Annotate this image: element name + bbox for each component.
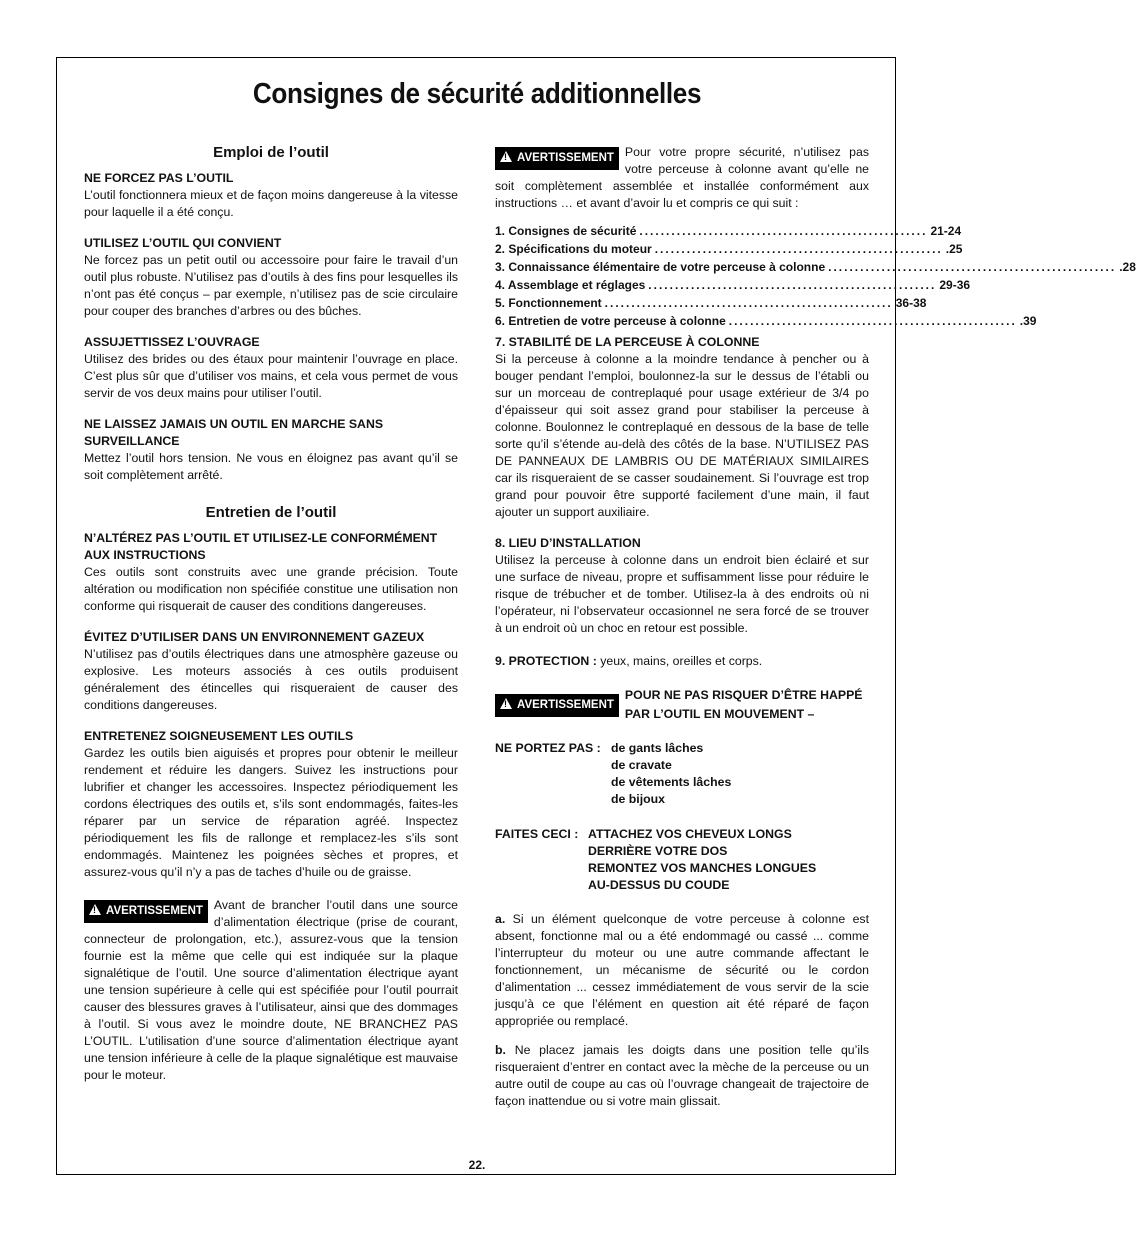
toc-leader: ...................................................... [639,224,928,238]
warning-block-voltage [84,897,458,1084]
warning-triangle-icon [500,151,512,162]
item-body: Si la perceuse à colonne a la moindre tendance à pencher ou à bouger pendant l’emploi, boulonnez-la sur le dessus de l’établi ou sur un morceau de contreplaqué pour usage extérieur de 3/4 po d’épaisseur qui soit assez grand pour stabiliser la perceuse à colonne. Boulonnez le contreplaqué en dessous de la base de telle sorte qu’il s’étende au-delà des côtés de la base. N’UTILISEZ PAS DE PANNEAUX DE LAMBRIS OU DE MATÉRIAUX SIMILAIRES car ils risqueraient de se casser soudainement. Si l’ouvrage est trop grand pour pouvoir être supporté facilement d’une main, il faut ajouter un support auxiliaire. [495,352,869,519]
toc-page: .39 [1019,314,1037,328]
toc-row [495,258,1136,276]
toc-leader: ...................................................... [648,278,937,292]
warning-text: Avant de brancher l’outil dans une source d’alimentation électrique (prise de courant, connecteur de prolongation, etc.), assurez-vous que la tension fournie est la même que celle qui est indiquée sur la plaque signalétique de l’outil. Une source d’alimentation électrique ayant une tension supérieure à celle qui est spécifiée pour l’outil pourrait causer des blessures graves à l’utilisateur, ainsi que des dommages à l’outil. Si vous avez le moindre doute, NE BRANCHEZ PAS L’OUTIL. L’utilisation d’une source d’alimentation électrique ayant une tension inférieure à celle de la plaque signalétique est mauvaise pour le moteur. [84,898,458,1082]
section-title-emploi: Emploi de l’outil [213,144,329,161]
toc-leader: ...................................................... [728,314,1017,328]
warning-badge [84,900,208,923]
toc-label: 4. Assemblage et réglages [495,278,646,292]
list-item: REMONTEZ VOS MANCHES LONGUES [588,861,817,875]
warning-label: AVERTISSEMENT [517,152,614,164]
toc-leader: ...................................................... [654,242,943,256]
left-column [84,138,458,1084]
warning-label: AVERTISSEMENT [517,699,614,711]
warning-triangle-icon [89,904,101,915]
page-number: 22. [468,1158,486,1172]
warning-badge [495,147,619,170]
item-head: 8. LIEU D’INSTALLATION [495,536,641,550]
toc-row [495,294,927,312]
warning-label: AVERTISSEMENT [106,905,203,917]
right-column [495,138,1136,1110]
toc-label: 1. Consignes de sécurité [495,224,637,238]
toc-row [495,240,963,258]
warning-triangle-icon [500,698,512,709]
note-body: Ne placez jamais les doigts dans une position telle qu’ils risqueraient d’entrer en contact avec la mèche de la perceuse ou un autre outil de coupe au cas où l’ouvrage changeait de trajectoire de façon inattendue ou si votre main glissait. [495,1043,869,1108]
toc-page: 36-38 [895,296,927,310]
warning-text: Pour votre propre sécurité, n’utilisez pas votre perceuse à colonne avant qu’elle ne soit complètement assemblée et installée conformément aux instructions … et avant d’avoir lu et compris ce qui suit : [495,145,869,210]
list-item: de gants lâches [611,741,704,755]
item-head: 7. STABILITÉ DE LA PERCEUSE À COLONNE [495,335,760,349]
list-item: ATTACHEZ VOS CHEVEUX LONGS [588,827,792,841]
warning-block-entanglement [495,686,869,724]
list-item: DERRIÈRE VOTRE DOS [588,844,728,858]
item-head: 9. PROTECTION : [495,654,597,668]
list-item: de bijoux [611,792,665,806]
note-label: b. [495,1043,506,1057]
item-body: Mettez l’outil hors tension. Ne vous en éloignez pas avant qu’il se soit complètement arrêté. [84,451,458,482]
item-head: NE FORCEZ PAS L’OUTIL [84,171,234,185]
item-body: N’utilisez pas d’outils électriques dans une atmosphère gazeuse ou explosive. Les moteurs associés à ces outils produisent généralement des étincelles qui risqueraient de causer des conditions dangereuses. [84,647,458,712]
note-a [495,911,869,1030]
toc-page: .28 [1119,260,1136,274]
toc-row [495,312,1037,330]
section-title-entretien: Entretien de l’outil [205,504,337,521]
toc-label: 2. Spécifications du moteur [495,242,652,256]
toc-label: 3. Connaissance élémentaire de votre perceuse à colonne [495,260,826,274]
item-head: NE LAISSEZ JAMAIS UN OUTIL EN MARCHE SANS SURVEILLANCE [84,417,384,448]
dont-wear-list [495,740,869,808]
item-body: yeux, mains, oreilles et corps. [596,654,763,668]
toc-page: .25 [945,242,963,256]
do-label: FAITES CECI : [495,827,579,841]
warning-block-assembly [495,144,869,212]
table-of-contents [495,222,1136,330]
list-item: AU-DESSUS DU COUDE [588,878,730,892]
toc-row [495,276,971,294]
list-item: de vêtements lâches [611,775,732,789]
item-body: L’outil fonctionnera mieux et de façon moins dangereuse à la vitesse pour laquelle il a été conçu. [84,188,458,219]
toc-label: 5. Fonctionnement [495,296,602,310]
note-b [495,1042,869,1110]
toc-row [495,222,962,240]
page-title: Consignes de sécurité additionnelles [252,78,702,110]
item-head: ENTRETENEZ SOIGNEUSEMENT LES OUTILS [84,729,354,743]
toc-page: 29-36 [939,278,971,292]
item-head: ASSUJETTISSEZ L’OUVRAGE [84,335,260,349]
item-head: UTILISEZ L’OUTIL QUI CONVIENT [84,236,282,250]
list-item: de cravate [611,758,672,772]
do-this-list [495,826,869,894]
item-body: Ne forcez pas un petit outil ou accessoire pour faire le travail d’un outil plus robuste. N’utilisez pas d’outils à des fins pour lesquelles ils n’ont pas été conçus – par exemple, n’utilisez pas de scie circulaire pour couper des branches d’arbres ou des bûches. [84,253,458,318]
item-head: ÉVITEZ D’UTILISER DANS UN ENVIRONNEMENT GAZEUX [84,630,425,644]
note-label: a. [495,912,506,926]
item-body: Ces outils sont construits avec une grande précision. Toute altération ou modification non spécifiée constitue une utilisation non conforme qui risquerait de causer des conditions dangereuses. [84,565,458,613]
warning-badge [495,694,619,717]
item-body: Utilisez des brides ou des étaux pour maintenir l’ouvrage en place. C’est plus sûr que d’utiliser vos mains, et cela vous permet de vous servir de vos deux mains pour utiliser l’outil. [84,352,458,400]
dont-label: NE PORTEZ PAS : [495,741,601,755]
toc-leader: ...................................................... [828,260,1117,274]
toc-leader: ...................................................... [604,296,893,310]
protection-line [495,653,869,670]
item-body: Gardez les outils bien aiguisés et propres pour obtenir le meilleur rendement et réduire les dangers. Suivez les instructions pour lubrifier et changer les accessoires. Inspectez périodiquement les cordons électriques des outils et, s’ils sont endommagés, faites-les réparer par un service de réparation agréé. Inspectez périodiquement les fils de rallonge et remplacez-les s’ils sont endommagés. Maintenez les poignées sèches et propres, et assurez-vous qu’il n’y a pas de taches d’huile ou de graisse. [84,746,458,879]
item-head: N’ALTÉREZ PAS L’OUTIL ET UTILISEZ-LE CONFORMÉMENT AUX INSTRUCTIONS [84,531,438,562]
note-body: Si un élément quelconque de votre perceuse à colonne est absent, fonctionne mal ou a été endommagé ou cassé ... comme l’interrupteur du moteur ou une autre commande affectant le fonctionnement, un mécanisme de sécurité ou le cordon d’alimentation ... cessez immédiatement de vous servir de la scie jusqu’à ce que l’élément en question ait été réparé de façon appropriée ou remplacé. [495,912,869,1028]
warning-text: POUR NE PAS RISQUER D’ÊTRE HAPPÉ PAR L’OUTIL EN MOUVEMENT – [624,688,863,721]
item-body: Utilisez la perceuse à colonne dans un endroit bien éclairé et sur une surface de niveau, propre et suffisamment lisse pour réduire le risque de trébucher et de tomber. Utilisez-la à des endroits où ni l’opérateur, ni l’observateur occasionnel ne sera forcé de se trouver à un endroit où un choc en retour est possible. [495,553,869,635]
toc-page: 21-24 [930,224,962,238]
toc-label: 6. Entretien de votre perceuse à colonne [495,314,726,328]
